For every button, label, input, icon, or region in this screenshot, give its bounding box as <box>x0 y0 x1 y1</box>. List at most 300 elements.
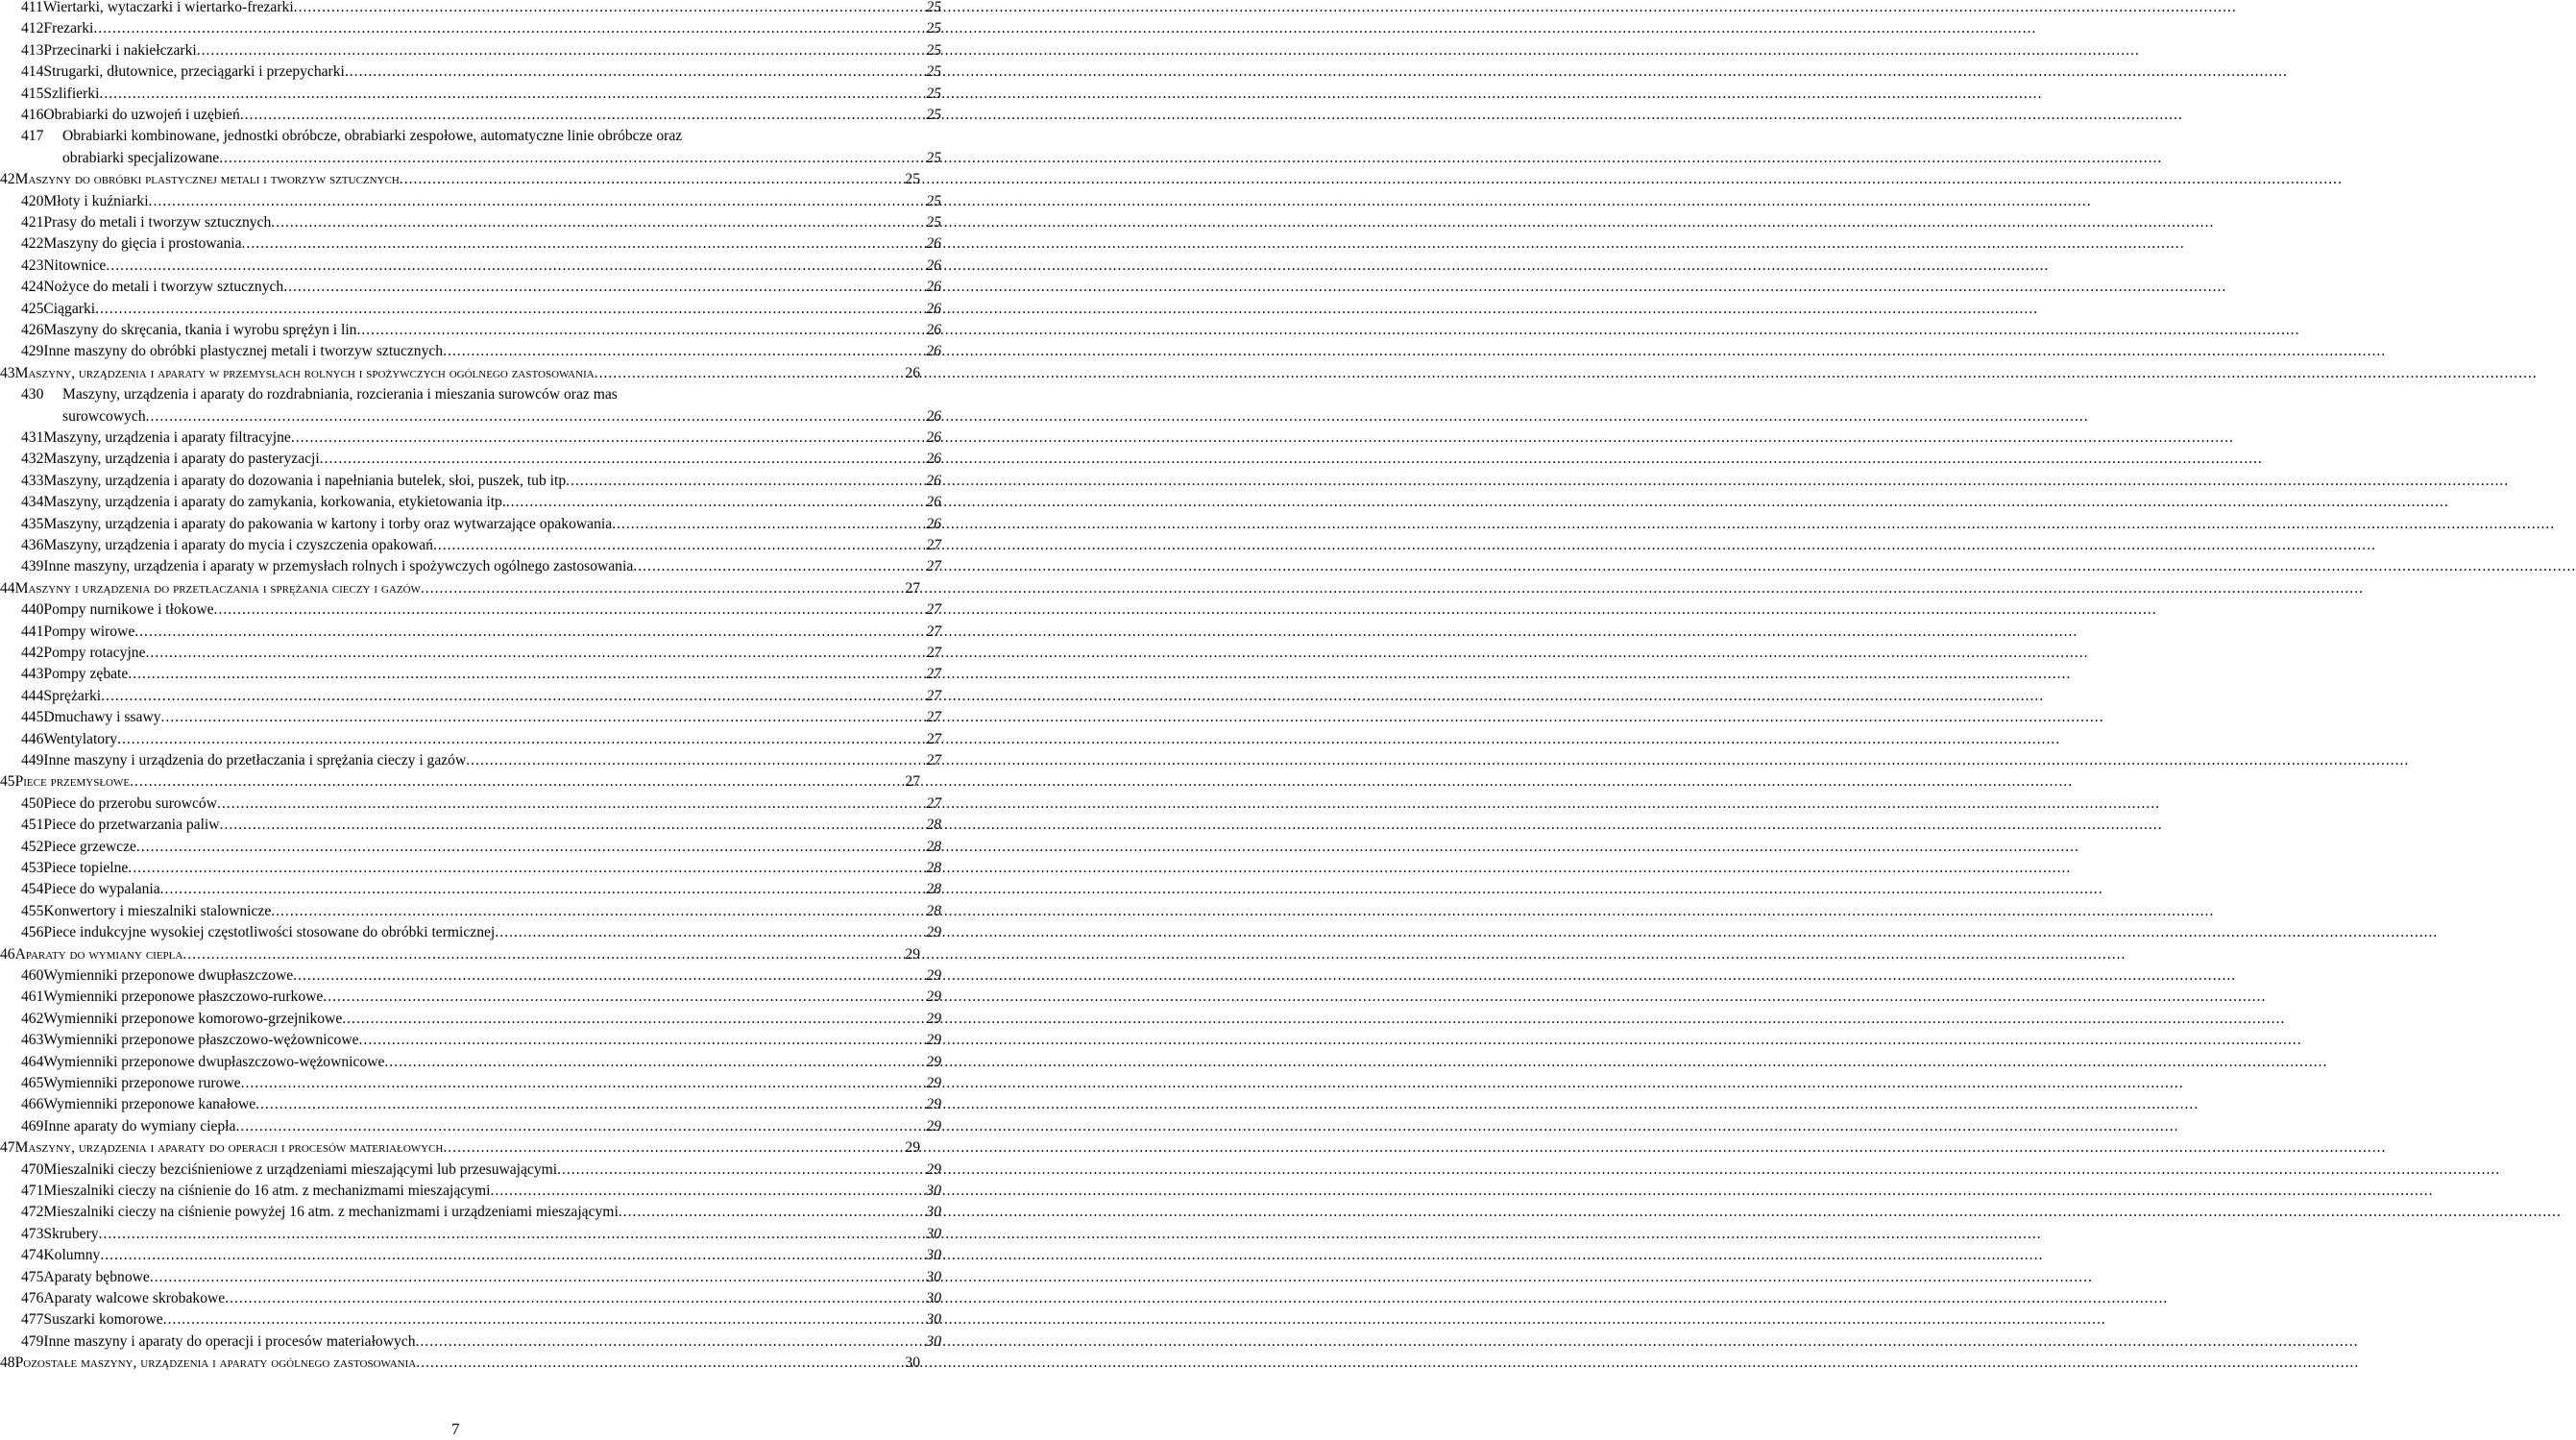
toc-page: 26 <box>905 364 920 381</box>
toc-number: 472 <box>21 1204 44 1221</box>
toc-title-continued: surowcowych <box>62 407 146 425</box>
toc-number: 420 <box>21 192 44 209</box>
toc-title: Aparaty walcowe skrobakowe <box>43 1290 226 1306</box>
toc-number: 42 <box>0 171 15 188</box>
toc-number: 479 <box>21 1332 44 1350</box>
toc-title: Nożyce do metali i tworzyw sztucznych <box>43 279 284 296</box>
toc-page: 29 <box>905 945 920 963</box>
toc-page: 30 <box>926 1268 941 1285</box>
toc-number: 412 <box>21 20 44 37</box>
toc-leader <box>566 471 925 492</box>
toc-title: Wymienniki przeponowe płaszczowo-wężownicowe <box>43 1032 359 1049</box>
toc-page: 30 <box>926 1247 941 1264</box>
toc-page: 29 <box>926 924 941 941</box>
toc-page: 25 <box>926 214 941 231</box>
toc-title: Skrubery <box>43 1225 99 1242</box>
toc-number: 454 <box>21 881 44 898</box>
toc-number: 425 <box>21 300 44 317</box>
toc-leader <box>242 233 926 255</box>
toc-page: 26 <box>926 429 941 446</box>
toc-page: 28 <box>926 902 941 919</box>
toc-entry[interactable] <box>0 18 941 39</box>
toc-leader <box>130 771 904 793</box>
toc-leader <box>271 901 925 922</box>
toc-title: Wiertarki, wytaczarki i wiertarko-frezarki <box>42 0 294 15</box>
toc-title: Maszyny, urządzenia i aparaty do rozdrabniania, rozcierania i mieszania surowców oraz mas <box>62 386 618 403</box>
toc-leader <box>240 105 926 126</box>
toc-entry[interactable] <box>0 1073 941 1094</box>
toc-number: 473 <box>21 1225 44 1242</box>
toc-number: 417 <box>21 128 44 145</box>
toc-title: Maszyny, urządzenia i aparaty w przemysłach rolnych i spożywczych ogólnego zastosowania <box>14 364 595 381</box>
toc-title: Piece do wypalania <box>43 881 160 898</box>
toc-leader <box>633 556 925 577</box>
toc-number: 466 <box>21 1096 44 1113</box>
toc-entry[interactable] <box>0 1159 941 1181</box>
toc-number: 444 <box>21 687 44 704</box>
toc-page: 29 <box>926 967 941 984</box>
toc-page: 28 <box>926 881 941 898</box>
toc-page: 29 <box>926 988 941 1006</box>
toc-title: Dmuchawy i ssawy <box>43 709 161 726</box>
toc-number: 422 <box>21 235 44 253</box>
toc-section[interactable] <box>0 771 920 793</box>
toc-number: 415 <box>21 85 44 102</box>
toc-leader <box>136 837 925 858</box>
toc-title: Pompy zębate <box>43 666 129 683</box>
toc-entry[interactable] <box>0 84 941 105</box>
toc-number: 445 <box>21 709 44 726</box>
toc-section[interactable] <box>0 944 920 965</box>
toc-page: 25 <box>926 85 941 102</box>
toc-page: 29 <box>926 1075 941 1091</box>
toc-leader <box>595 363 905 384</box>
toc-entry[interactable] <box>0 815 941 836</box>
toc-page: 29 <box>926 1096 941 1113</box>
toc-number: 449 <box>21 752 44 769</box>
toc-page: 30 <box>926 1290 941 1306</box>
toc-entry[interactable] <box>0 299 941 320</box>
toc-page: 27 <box>926 622 941 640</box>
toc-title: Piece do przerobu surowców <box>43 794 217 812</box>
toc-number: 441 <box>21 622 44 640</box>
toc-entry[interactable] <box>0 987 941 1008</box>
toc-leader <box>271 212 925 233</box>
toc-leader <box>101 686 925 707</box>
toc-entry[interactable] <box>0 793 941 815</box>
toc-leader <box>220 815 926 836</box>
toc-leader <box>146 406 926 427</box>
toc-title: Mieszalniki cieczy bezciśnieniowe z urządzeniami mieszającymi lub przesuwającymi <box>43 1160 558 1178</box>
toc-entry[interactable] <box>0 1267 941 1288</box>
toc-leader <box>235 1116 925 1137</box>
toc-number: 433 <box>21 472 44 489</box>
toc-leader <box>619 1202 926 1223</box>
toc-entry[interactable] <box>0 922 941 943</box>
toc-page: 25 <box>926 63 941 81</box>
toc-entry[interactable] <box>0 384 941 427</box>
toc-entry[interactable] <box>0 40 941 61</box>
toc-page: 27 <box>926 752 941 769</box>
toc-number: 442 <box>21 645 44 661</box>
toc-leader <box>149 191 926 212</box>
toc-number: 456 <box>21 924 44 941</box>
toc-number: 434 <box>21 494 44 511</box>
toc-page: 27 <box>926 537 941 553</box>
toc-entry[interactable] <box>0 277 941 298</box>
toc-number: 462 <box>21 1010 44 1027</box>
toc-entry[interactable] <box>0 858 941 879</box>
toc-page: 30 <box>926 1183 941 1199</box>
toc-leader <box>241 1073 926 1094</box>
toc-leader <box>557 1159 925 1181</box>
toc-leader <box>612 514 925 535</box>
toc-number: 452 <box>21 838 44 855</box>
toc-page: 28 <box>926 860 941 876</box>
toc-page: 27 <box>926 709 941 726</box>
toc-leader <box>106 256 925 277</box>
toc-title: Maszyny do gięcia i prostowania <box>43 235 242 253</box>
toc-title: Wymienniki przeponowe kanałowe <box>43 1096 256 1113</box>
toc-page: 26 <box>926 343 941 360</box>
toc-page: 25 <box>926 192 941 209</box>
toc-entry[interactable] <box>0 837 941 858</box>
toc-title: Inne maszyny, urządzenia i aparaty w przemysłach rolnych i spożywczych ogólnego zastosowania <box>43 558 634 575</box>
toc-number: 48 <box>0 1355 15 1372</box>
toc-number: 446 <box>21 730 44 747</box>
toc-entry[interactable] <box>0 233 941 255</box>
toc-leader <box>293 965 925 987</box>
toc-entry[interactable] <box>0 622 941 643</box>
toc-title: Piece indukcyjne wysokiej częstotliwości stosowane do obróbki termicznej <box>43 924 496 941</box>
toc-page: 25 <box>926 41 941 59</box>
toc-leader <box>134 622 925 643</box>
toc-leader <box>294 0 926 18</box>
toc-leader <box>323 987 925 1008</box>
toc-page: 26 <box>926 300 941 317</box>
toc-title: Maszyny, urządzenia i aparaty do pakowania w kartony i torby oraz wytwarzające opakowania <box>43 515 613 532</box>
toc-page: 26 <box>926 451 941 468</box>
toc-entry[interactable] <box>0 1288 941 1309</box>
toc-number: 423 <box>21 256 44 274</box>
toc-number: 469 <box>21 1117 44 1135</box>
toc-number: 443 <box>21 666 44 683</box>
toc-number: 477 <box>21 1311 44 1329</box>
page-number: 7 <box>451 1420 460 1438</box>
toc-leader <box>320 449 926 470</box>
toc-section[interactable] <box>0 1353 920 1374</box>
toc-page: 27 <box>926 645 941 661</box>
toc-page: 30 <box>905 1355 920 1372</box>
toc-page: 29 <box>926 1117 941 1135</box>
toc-entry[interactable] <box>0 105 941 126</box>
toc-number: 414 <box>21 63 44 81</box>
toc-number: 429 <box>21 343 44 360</box>
toc-entry[interactable] <box>0 126 941 169</box>
toc-title: Wymienniki przeponowe dwupłaszczowo-wężownicowe <box>43 1053 385 1070</box>
toc-title: Suszarki komorowe <box>43 1311 163 1329</box>
toc-page: 26 <box>926 322 941 338</box>
toc-title: Przecinarki i nakiełczarki <box>43 41 197 59</box>
toc-page: 26 <box>926 235 941 253</box>
toc-entry[interactable] <box>0 901 941 922</box>
toc-title: Inne aparaty do wymiany ciepła <box>43 1117 236 1135</box>
toc-entry[interactable] <box>0 427 941 449</box>
toc-entry[interactable] <box>0 556 941 577</box>
toc-entry[interactable] <box>0 1030 941 1051</box>
toc-section[interactable] <box>0 578 920 599</box>
toc-entry[interactable] <box>0 535 941 556</box>
toc-leader <box>161 707 926 728</box>
toc-title: Aparaty do wymiany ciepła <box>14 945 183 963</box>
toc-number: 411 <box>21 0 43 15</box>
toc-title: Wymienniki przeponowe płaszczowo-rurkowe <box>43 988 324 1006</box>
toc-page: 27 <box>905 579 920 597</box>
toc-page: 27 <box>926 601 941 619</box>
toc-page: 25 <box>926 20 941 37</box>
toc-leader <box>416 1331 926 1353</box>
toc-title: Piece grzewcze <box>43 838 136 855</box>
toc-title: Mieszalniki cieczy na ciśnienie powyżej 16 atm. z mechanizmami i urządzeniami mieszającymi <box>43 1204 619 1221</box>
toc-entry[interactable] <box>0 599 941 621</box>
toc-title: Pompy wirowe <box>43 622 135 640</box>
toc-entry[interactable] <box>0 750 941 771</box>
toc-title: Maszyny, urządzenia i aparaty filtracyjne <box>43 429 291 446</box>
toc-title: Maszyny i urządzenia do przetłaczania i sprężania cieczy i gazów <box>14 579 421 597</box>
toc-number: 463 <box>21 1032 44 1049</box>
toc-entry[interactable] <box>0 1052 941 1073</box>
toc-entry[interactable] <box>0 1245 941 1266</box>
toc-page: 26 <box>926 279 941 296</box>
toc-entry[interactable] <box>0 1331 941 1353</box>
toc-page: 29 <box>926 1032 941 1049</box>
toc-entry[interactable] <box>0 1116 941 1137</box>
toc-page: 27 <box>926 730 941 747</box>
toc-leader <box>100 1245 925 1266</box>
toc-leader <box>421 578 905 599</box>
toc-title: Sprężarki <box>43 687 102 704</box>
toc-title: Inne maszyny i aparaty do operacji i procesów materiałowych <box>43 1332 416 1350</box>
toc-title: Kolumny <box>43 1247 101 1264</box>
toc-title: Wymienniki przeponowe komorowo-grzejnikowe <box>43 1010 343 1027</box>
toc-entry[interactable] <box>0 1094 941 1115</box>
toc-title: Ciągarki <box>43 300 96 317</box>
toc-leader <box>182 944 904 965</box>
toc-leader <box>99 1224 926 1245</box>
toc-leader <box>433 535 925 556</box>
toc-page: 25 <box>926 0 941 15</box>
toc-number: 426 <box>21 322 44 338</box>
toc-leader <box>150 1267 926 1288</box>
toc-leader <box>466 750 925 771</box>
toc-title: Pozostałe maszyny, urządzenia i aparaty ogólnego zastosowania <box>14 1355 417 1372</box>
toc-page: 25 <box>926 107 941 123</box>
toc-number: 465 <box>21 1075 44 1091</box>
toc-title: Maszyny do skręcania, tkania i wyrobu sprężyn i lin <box>43 322 357 338</box>
toc-entry[interactable] <box>0 1224 941 1245</box>
toc-leader <box>359 1030 926 1051</box>
toc-number: 436 <box>21 537 44 553</box>
toc-title: Maszyny, urządzenia i aparaty do zamykania, korkowania, etykietowania itp. <box>43 494 506 511</box>
toc-title: Maszyny do obróbki plastycznej metali i tworzyw sztucznych <box>14 171 400 188</box>
toc-page: 30 <box>926 1311 941 1329</box>
toc-leader <box>225 1288 925 1309</box>
toc-title: Obrabiarki kombinowane, jednostki obróbcze, obrabiarki zespołowe, automatyczne linie obróbcze oraz <box>62 128 683 145</box>
toc-leader <box>291 427 926 449</box>
toc-number: 47 <box>0 1139 15 1157</box>
toc-entry[interactable] <box>0 965 941 987</box>
toc-entry[interactable] <box>0 879 941 900</box>
toc-number: 424 <box>21 279 44 296</box>
toc-title: Strugarki, dłutownice, przeciągarki i przepycharki <box>43 63 345 81</box>
toc-entry[interactable] <box>0 471 941 492</box>
toc-leader <box>356 320 925 341</box>
toc-section[interactable] <box>0 1137 920 1159</box>
toc-number: 413 <box>21 41 44 59</box>
toc-entry[interactable] <box>0 191 941 212</box>
toc-entry[interactable] <box>0 1009 941 1030</box>
toc-number: 455 <box>21 902 44 919</box>
toc-number: 471 <box>21 1183 44 1199</box>
toc-title: Maszyny, urządzenia i aparaty do dozowania i napełniania butelek, słoi, puszek, tub itp <box>43 472 567 489</box>
toc-title: Pompy rotacyjne <box>43 645 146 661</box>
toc-number: 464 <box>21 1053 44 1070</box>
toc-page: 26 <box>926 256 941 274</box>
toc-title: Aparaty bębnowe <box>43 1268 150 1285</box>
toc-page: 25 <box>926 149 941 166</box>
toc-leader <box>342 1009 925 1030</box>
toc-page: 30 <box>926 1204 941 1221</box>
toc-number: 43 <box>0 364 15 381</box>
toc-leader <box>506 492 926 513</box>
toc-number: 45 <box>0 773 15 791</box>
toc-page: 26 <box>926 472 941 489</box>
toc-number: 439 <box>21 558 44 575</box>
toc-title: Piece przemysłowe <box>14 773 131 791</box>
toc-leader <box>95 299 925 320</box>
toc-title: Prasy do metali i tworzyw sztucznych <box>43 214 272 231</box>
toc-page: 27 <box>926 558 941 575</box>
toc-leader <box>495 922 925 943</box>
toc-leader <box>93 18 925 39</box>
toc-entry[interactable] <box>0 256 941 277</box>
toc-leader <box>345 61 926 83</box>
toc-page: 30 <box>926 1332 941 1350</box>
toc-entry[interactable] <box>0 492 941 513</box>
toc-title: Szlifierki <box>43 85 100 102</box>
toc-title: Maszyny, urządzenia i aparaty do pasteryzacji <box>43 451 320 468</box>
toc-title: Piece topielne <box>43 860 129 876</box>
toc-number: 470 <box>21 1160 44 1178</box>
toc-title: Pompy nurnikowe i tłokowe <box>43 601 214 619</box>
toc-title: Inne maszyny i urządzenia do przetłaczania i sprężania cieczy i gazów <box>43 752 467 769</box>
toc-title: Inne maszyny do obróbki plastycznej metali i tworzyw sztucznych <box>43 343 444 360</box>
toc-number: 474 <box>21 1247 44 1264</box>
toc-title: Frezarki <box>43 20 94 37</box>
toc-entry[interactable] <box>0 320 941 341</box>
toc-page: 26 <box>926 515 941 532</box>
toc-page: 28 <box>926 838 941 855</box>
toc-leader <box>99 84 925 105</box>
toc-leader <box>214 599 926 621</box>
toc-leader <box>128 664 925 685</box>
toc-leader <box>384 1052 925 1073</box>
toc-leader <box>443 341 925 362</box>
toc-number: 475 <box>21 1268 44 1285</box>
toc-number: 430 <box>21 386 44 403</box>
toc-leader <box>400 169 905 190</box>
toc-entry[interactable] <box>0 1181 941 1202</box>
toc-leader <box>146 643 926 664</box>
toc-page: 28 <box>926 817 941 834</box>
toc-number: 421 <box>21 214 44 231</box>
toc-title: Młoty i kuźniarki <box>43 192 149 209</box>
toc-entry[interactable] <box>0 212 941 233</box>
toc-section[interactable] <box>0 363 920 384</box>
toc-title: Maszyny, urządzenia i aparaty do operacji i procesów materiałowych <box>14 1139 444 1157</box>
toc-entry[interactable] <box>0 1309 941 1330</box>
toc-leader <box>117 729 925 750</box>
toc-page: 29 <box>926 1160 941 1178</box>
toc-entry[interactable] <box>0 707 941 728</box>
toc-number: 440 <box>21 601 44 619</box>
toc-page: 29 <box>926 1010 941 1027</box>
toc-leader <box>197 40 926 61</box>
toc-title-continued: obrabiarki specjalizowane <box>62 149 220 166</box>
toc-title: Mieszalniki cieczy na ciśnienie do 16 atm. z mechanizmami mieszającymi <box>43 1183 491 1199</box>
toc-title: Wymienniki przeponowe rurowe <box>43 1075 241 1091</box>
toc-page: 27 <box>926 687 941 704</box>
toc-leader <box>490 1181 925 1202</box>
toc-page: 29 <box>905 1139 920 1157</box>
toc-title: Konwertory i mieszalniki stalownicze <box>43 902 272 919</box>
toc-title: Wymienniki przeponowe dwupłaszczowe <box>43 967 294 984</box>
toc-leader <box>163 1309 926 1330</box>
toc-entry[interactable] <box>0 61 941 83</box>
toc-entry[interactable] <box>0 686 941 707</box>
toc-number: 461 <box>21 988 44 1006</box>
toc-entry[interactable] <box>0 643 941 664</box>
toc-number: 453 <box>21 860 44 876</box>
toc-number: 44 <box>0 579 15 597</box>
toc-entry[interactable] <box>0 664 941 685</box>
toc-number: 416 <box>21 107 44 123</box>
toc-page: 27 <box>926 794 941 812</box>
toc-title: Maszyny, urządzenia i aparaty do mycia i czyszczenia opakowań <box>43 537 433 553</box>
toc-entry[interactable] <box>0 514 941 535</box>
toc-number: 431 <box>21 429 44 446</box>
toc-entry[interactable] <box>0 729 941 750</box>
toc-entry[interactable] <box>0 341 941 362</box>
toc-page: 29 <box>926 1053 941 1070</box>
toc-page: 27 <box>926 666 941 683</box>
toc-title: Wentylatory <box>43 730 118 747</box>
toc-number: 432 <box>21 451 44 468</box>
toc-title: Nitownice <box>43 256 107 274</box>
toc-page: 26 <box>926 494 941 511</box>
toc-number: 451 <box>21 817 44 834</box>
toc-entry[interactable] <box>0 449 941 470</box>
toc-page: 25 <box>905 171 920 188</box>
toc-entry[interactable] <box>0 1202 941 1223</box>
toc-section[interactable] <box>0 169 920 190</box>
toc-number: 450 <box>21 794 44 812</box>
toc-leader <box>283 277 925 298</box>
toc-number: 46 <box>0 945 15 963</box>
toc-page: 30 <box>926 1225 941 1242</box>
toc-leader <box>416 1353 904 1374</box>
toc-entry[interactable] <box>0 0 941 18</box>
